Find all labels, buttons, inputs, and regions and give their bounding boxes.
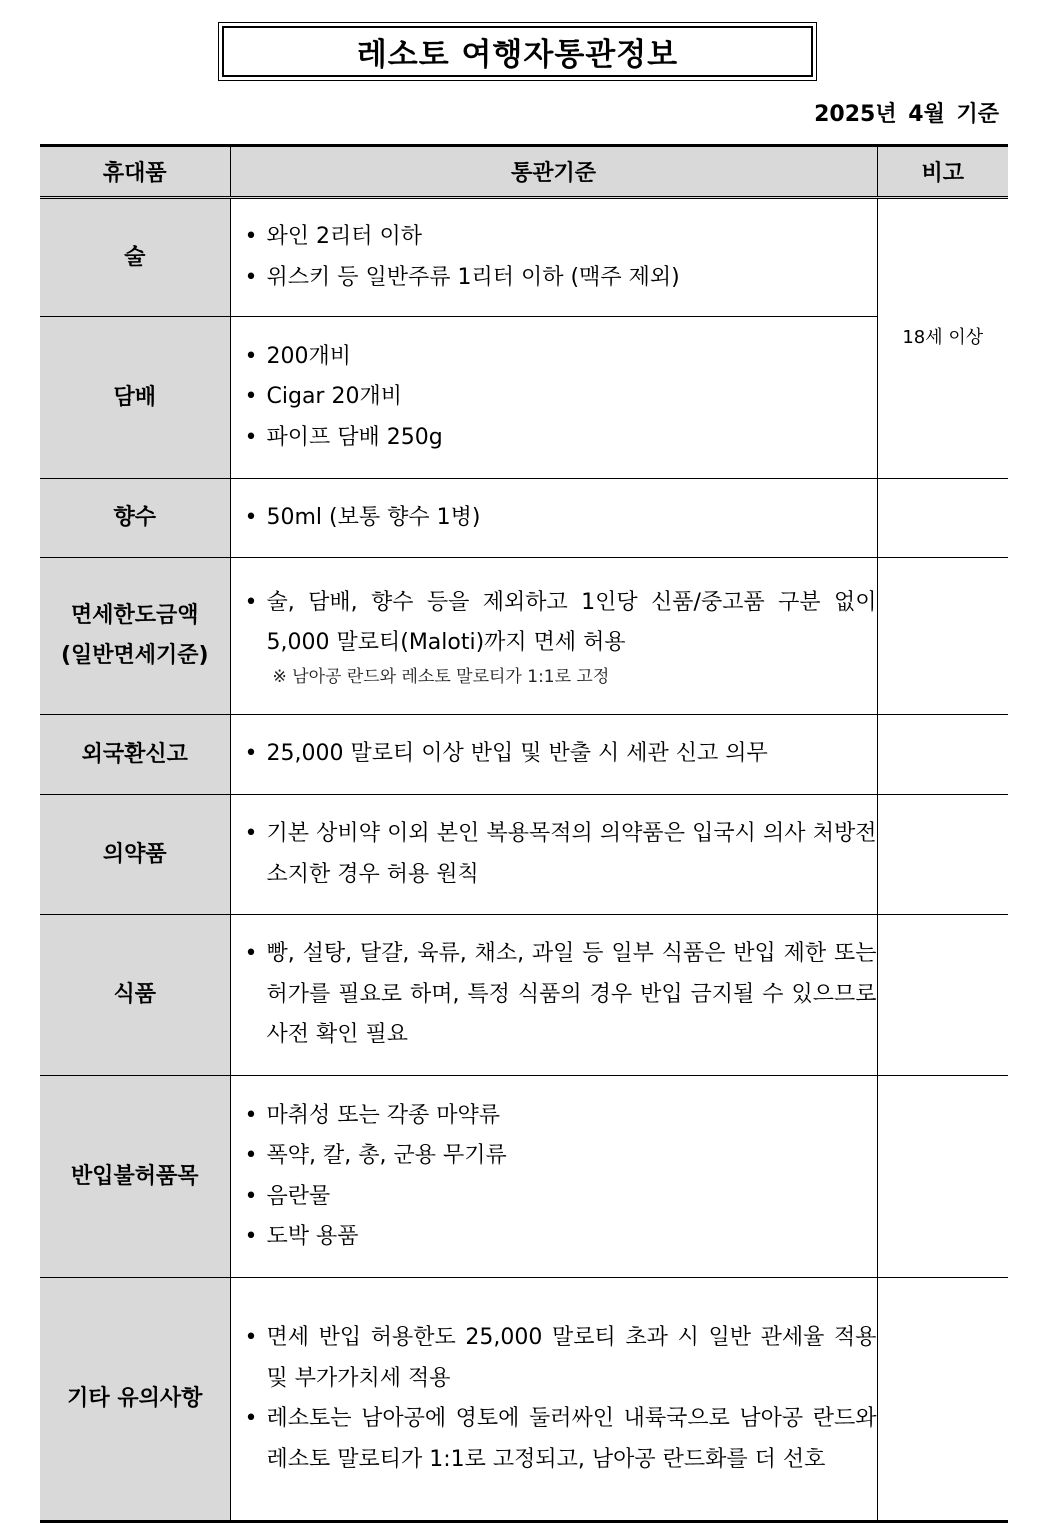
header-note: 비고 — [877, 146, 1008, 198]
table-row — [40, 1278, 1008, 1522]
note-cell — [877, 715, 1008, 795]
criteria-cell — [230, 198, 877, 317]
list-item: • 마취성 또는 각종 마약류 — [243, 1096, 877, 1137]
list-item: • 레소토는 남아공에 영토에 둘러싸인 내륙국으로 남아공 란드와 레소토 말로티가 1:1로 고정되고, 남아공 란드화를 더 선호 — [243, 1399, 877, 1480]
category-cell: 식품 — [40, 915, 230, 1076]
table-row — [40, 558, 1008, 715]
criteria-cell — [230, 1278, 877, 1522]
list-item: • 위스키 등 일반주류 1리터 이하 (맥주 제외) — [243, 258, 877, 299]
criteria-cell — [230, 558, 877, 715]
category-cell: 향수 — [40, 479, 230, 558]
list-item: • Cigar 20개비 — [243, 377, 877, 418]
category-line: 면세한도금액 — [70, 603, 199, 628]
note-cell — [877, 1278, 1008, 1522]
age-note-cell: 18세 이상 — [877, 198, 1008, 479]
list-item: • 폭약, 칼, 총, 군용 무기류 — [243, 1136, 877, 1177]
list-item: • 빵, 설탕, 달걀, 육류, 채소, 과일 등 일부 식품은 반입 제한 또는 허가를 필요로 하며, 특정 식품의 경우 반입 금지될 수 있으므로 사전 확인 필요 — [243, 934, 877, 1056]
customs-table — [40, 144, 1008, 1523]
category-line: (일반면세기준) — [60, 643, 209, 668]
table-row — [40, 198, 1008, 317]
criteria-cell — [230, 915, 877, 1076]
category-cell: 담배 — [40, 317, 230, 479]
reference-date: 2025년 4월 기준 — [814, 102, 999, 127]
category-cell: 술 — [40, 198, 230, 317]
list-item: • 기본 상비약 이외 본인 복용목적의 의약품은 입국시 의사 처방전 소지한 경우 허용 원칙 — [243, 814, 877, 895]
list-item: • 도박 용품 — [243, 1217, 877, 1258]
list-item: • 술, 담배, 향수 등을 제외하고 1인당 신품/중고품 구분 없이 5,000 말로티(Maloti)까지 면세 허용 — [243, 583, 877, 664]
note-cell — [877, 915, 1008, 1076]
note-cell — [877, 1076, 1008, 1278]
table-row — [40, 317, 1008, 479]
criteria-cell — [230, 715, 877, 795]
header-item: 휴대품 — [40, 146, 230, 198]
table-row — [40, 915, 1008, 1076]
header-criteria: 통관기준 — [230, 146, 877, 198]
table-row — [40, 1076, 1008, 1278]
note-cell — [877, 558, 1008, 715]
note-cell — [877, 795, 1008, 915]
list-item: • 면세 반입 허용한도 25,000 말로티 초과 시 일반 관세율 적용 및 부가가치세 적용 — [243, 1318, 877, 1399]
criteria-cell — [230, 317, 877, 479]
list-item: • 파이프 담배 250g — [243, 418, 877, 459]
category-cell: 기타 유의사항 — [40, 1278, 230, 1522]
category-cell — [40, 558, 230, 715]
category-cell: 외국환신고 — [40, 715, 230, 795]
list-item: • 25,000 말로티 이상 반입 및 반출 시 세관 신고 의무 — [243, 734, 877, 775]
table-row — [40, 479, 1008, 558]
category-cell: 의약품 — [40, 795, 230, 915]
list-item: • 50ml (보통 향수 1병) — [243, 498, 877, 539]
list-item: • 200개비 — [243, 337, 877, 378]
page-title: 레소토 여행자통관정보 — [222, 26, 813, 77]
table-row — [40, 795, 1008, 915]
list-item: • 와인 2리터 이하 — [243, 217, 877, 258]
criteria-cell — [230, 1076, 877, 1278]
note-cell — [877, 479, 1008, 558]
table-header-row — [40, 146, 1008, 198]
reference-note: ※ 남아공 란드와 레소토 말로티가 1:1로 고정 — [272, 666, 610, 687]
list-item: • 음란물 — [243, 1177, 877, 1218]
table-row — [40, 715, 1008, 795]
category-cell: 반입불허품목 — [40, 1076, 230, 1278]
criteria-cell — [230, 795, 877, 915]
criteria-cell — [230, 479, 877, 558]
title-box — [218, 22, 817, 81]
